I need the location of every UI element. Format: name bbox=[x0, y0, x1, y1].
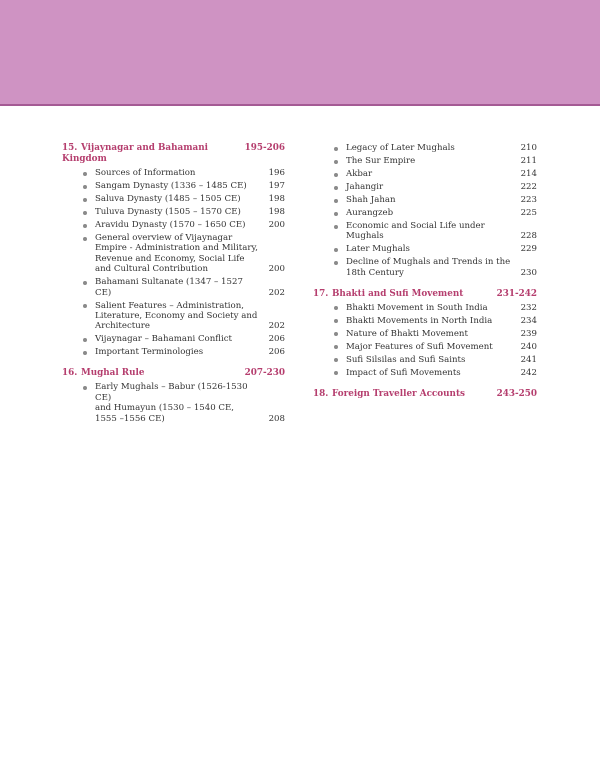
chapter-title-group bbox=[313, 289, 493, 300]
toc-item-page: 208 bbox=[268, 413, 285, 424]
toc-item-text: Vijaynagar – Bahamani Conflict bbox=[95, 334, 233, 345]
toc-item bbox=[313, 143, 537, 153]
toc-item-text: Later Mughals bbox=[346, 244, 410, 255]
toc-item bbox=[62, 194, 285, 204]
toc-item-page: 229 bbox=[520, 244, 537, 255]
toc-item-page: 202 bbox=[268, 287, 285, 298]
toc-item-text: Tuluva Dynasty (1505 – 1570 CE) bbox=[95, 207, 241, 217]
bullet-icon bbox=[334, 306, 338, 310]
chapter-heading bbox=[313, 389, 537, 400]
bullet-icon bbox=[334, 212, 338, 216]
toc-item bbox=[62, 181, 285, 191]
toc-item-page: 225 bbox=[520, 208, 537, 218]
toc-item-text: General overview of Vijaynagar Empire - Administration and Military, Revenue and Economy, Social Life and Cultural Contribution bbox=[95, 233, 258, 275]
toc-item-text: Important Terminologies bbox=[95, 347, 204, 358]
bullet-icon bbox=[334, 371, 338, 375]
chapter-title: Mughal Rule bbox=[81, 368, 145, 379]
bullet-icon bbox=[83, 185, 87, 189]
chapter-title-group bbox=[62, 368, 241, 379]
chapter-number: 16. bbox=[62, 368, 78, 379]
chapter-pages: 231-242 bbox=[496, 288, 537, 299]
chapter-heading bbox=[62, 143, 285, 165]
chapter-pages: 243-250 bbox=[496, 388, 537, 399]
toc-item bbox=[62, 168, 285, 178]
bullet-icon bbox=[334, 173, 338, 177]
bullet-icon bbox=[83, 172, 87, 176]
toc-item-text: Bahamani Sultanate (1347 – 1527 CE) bbox=[95, 277, 243, 298]
toc-item-text: Salient Features – Administration, Literature, Economy and Society and Architecture bbox=[95, 300, 258, 332]
bullet-icon bbox=[334, 332, 338, 336]
bullet-icon bbox=[83, 198, 87, 202]
bullet-icon bbox=[334, 160, 338, 164]
bullet-icon bbox=[83, 351, 87, 355]
chapter-title-group bbox=[62, 143, 241, 165]
toc-item-text: Economic and Social Life under Mughals bbox=[346, 221, 485, 242]
chapter-heading bbox=[62, 368, 285, 379]
header-divider bbox=[0, 104, 600, 106]
toc-item-page: 197 bbox=[268, 181, 285, 191]
toc-item-text: Decline of Mughals and Trends in the 18th Century bbox=[346, 257, 511, 278]
toc-item-page: 206 bbox=[268, 347, 285, 358]
bullet-icon bbox=[334, 147, 338, 151]
toc-item bbox=[313, 257, 537, 278]
toc-item-page: 214 bbox=[520, 169, 537, 179]
toc-item bbox=[313, 342, 537, 352]
toc-item bbox=[313, 329, 537, 339]
toc-item-page: 240 bbox=[520, 341, 537, 352]
toc-item-page: 200 bbox=[268, 264, 285, 275]
toc-item bbox=[313, 221, 537, 242]
bullet-icon bbox=[83, 281, 87, 285]
toc-item-text: Major Features of Sufi Movement bbox=[346, 341, 493, 352]
toc-item-text: Legacy of Later Mughals bbox=[346, 143, 455, 153]
bullet-icon bbox=[334, 319, 338, 323]
toc-item bbox=[62, 220, 285, 230]
toc-left-column bbox=[62, 143, 285, 427]
toc-item-text: Sufi Silsilas and Sufi Saints bbox=[346, 354, 466, 365]
chapter-gap bbox=[62, 360, 285, 368]
toc-item-page: 198 bbox=[268, 207, 285, 217]
toc-item-page: 223 bbox=[520, 195, 537, 205]
bullet-icon bbox=[83, 386, 87, 390]
bullet-icon bbox=[334, 345, 338, 349]
header-banner bbox=[0, 0, 600, 104]
chapter-gap bbox=[313, 381, 537, 389]
toc-right-column bbox=[313, 143, 537, 403]
toc-item-text: Saluva Dynasty (1485 – 1505 CE) bbox=[95, 194, 241, 204]
toc-item-page: 234 bbox=[520, 315, 537, 326]
bullet-icon bbox=[83, 211, 87, 215]
chapter-gap bbox=[313, 281, 537, 289]
toc-item bbox=[62, 277, 285, 298]
chapter-title: Foreign Traveller Accounts bbox=[332, 388, 465, 399]
toc-item bbox=[62, 334, 285, 344]
toc-item-text: Akbar bbox=[346, 169, 373, 179]
toc-item-text: Sangam Dynasty (1336 – 1485 CE) bbox=[95, 181, 247, 191]
toc-item-page: 210 bbox=[520, 143, 537, 153]
toc-item-text: Aravidu Dynasty (1570 – 1650 CE) bbox=[95, 220, 246, 230]
toc-item bbox=[313, 169, 537, 179]
toc-item-page: 232 bbox=[520, 302, 537, 313]
toc-item-text: Sources of Information bbox=[95, 168, 196, 178]
toc-item bbox=[62, 347, 285, 357]
toc-item-text: Nature of Bhakti Movement bbox=[346, 328, 468, 339]
toc-item-page: 196 bbox=[268, 168, 285, 178]
toc-item-page: 206 bbox=[268, 334, 285, 345]
toc-item-text: Shah Jahan bbox=[346, 195, 396, 205]
toc-item bbox=[313, 355, 537, 365]
toc-item-text: Bhakti Movement in South India bbox=[346, 302, 488, 313]
toc-item bbox=[62, 233, 285, 275]
toc-item-text: Aurangzeb bbox=[346, 208, 394, 218]
bullet-icon bbox=[83, 237, 87, 241]
chapter-title-group bbox=[313, 389, 493, 400]
toc-item-page: 239 bbox=[520, 328, 537, 339]
chapter-title: Bhakti and Sufi Movement bbox=[332, 288, 464, 299]
toc-item bbox=[62, 207, 285, 217]
bullet-icon bbox=[334, 225, 338, 229]
toc-item bbox=[313, 368, 537, 378]
toc-item-page: 211 bbox=[520, 156, 537, 166]
toc-item bbox=[313, 208, 537, 218]
toc-item-page: 198 bbox=[268, 194, 285, 204]
chapter-number: 17. bbox=[313, 288, 329, 299]
bullet-icon bbox=[334, 261, 338, 265]
toc-item-page: 230 bbox=[520, 267, 537, 278]
bullet-icon bbox=[334, 199, 338, 203]
bullet-icon bbox=[334, 186, 338, 190]
bullet-icon bbox=[334, 248, 338, 252]
toc-item-page: 241 bbox=[520, 354, 537, 365]
toc-item-page: 222 bbox=[520, 182, 537, 192]
bullet-icon bbox=[83, 304, 87, 308]
toc-item bbox=[313, 195, 537, 205]
toc-item-text: Bhakti Movements in North India bbox=[346, 315, 493, 326]
toc-item bbox=[313, 156, 537, 166]
chapter-heading bbox=[313, 289, 537, 300]
chapter-pages: 207-230 bbox=[244, 368, 285, 379]
toc-item bbox=[62, 382, 285, 424]
bullet-icon bbox=[334, 358, 338, 362]
chapter-pages: 195-206 bbox=[244, 143, 285, 153]
toc-item-page: 242 bbox=[520, 367, 537, 378]
bullet-icon bbox=[83, 224, 87, 228]
toc-item bbox=[313, 182, 537, 192]
toc-item-page: 202 bbox=[268, 321, 285, 332]
toc-item-page: 200 bbox=[268, 220, 285, 230]
toc-item-text: Jahangir bbox=[346, 182, 384, 192]
toc-item bbox=[313, 316, 537, 326]
toc-item-text: Impact of Sufi Movements bbox=[346, 367, 461, 378]
toc-item-text: Early Mughals – Babur (1526-1530 CE) and Humayun (1530 – 1540 CE, 1555 –1556 CE) bbox=[95, 382, 248, 424]
chapter-title: Vijaynagar and Bahamani Kingdom bbox=[62, 143, 208, 164]
chapter-number: 18. bbox=[313, 388, 329, 399]
toc-item-page: 228 bbox=[520, 231, 537, 242]
toc-item bbox=[313, 244, 537, 254]
chapter-number: 15. bbox=[62, 143, 78, 153]
toc-item bbox=[313, 303, 537, 313]
bullet-icon bbox=[83, 338, 87, 342]
toc-item-text: The Sur Empire bbox=[346, 156, 416, 166]
toc-item bbox=[62, 301, 285, 332]
